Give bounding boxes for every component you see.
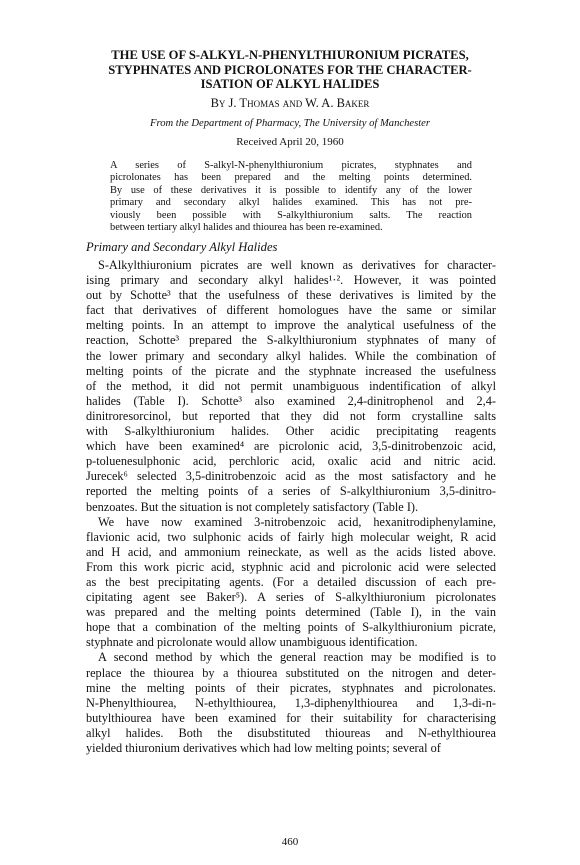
body-line: butylthiourea have been examined for their suitability for characterising: [86, 710, 496, 725]
body-line: out by Schotte³ that the usefulness of these derivatives is limited by the: [86, 288, 496, 303]
body-line: which have been examined⁴ are picrolonic acid, 3,5-dinitrobenzoic acid,: [86, 439, 496, 454]
abstract-line: By use of these derivatives it is possible to identify any of the lower: [110, 184, 472, 196]
body-line: ising primary and secondary alkyl halides¹·². However, it was pointed: [86, 273, 496, 288]
body-text: [86, 258, 496, 756]
article-title: [60, 48, 520, 92]
title-line: STYPHNATES AND PICROLONATES FOR THE CHARACTER-: [108, 62, 472, 77]
body-line: S-Alkylthiuronium picrates are well known as derivatives for character-: [98, 258, 496, 272]
body-line: of the method, it did not permit unambiguous indentification of alkyl: [86, 378, 496, 393]
body-line: benzoates. But the situation is not completely satisfactory (Table I).: [86, 499, 419, 514]
title-line: ISATION OF ALKYL HALIDES: [200, 77, 380, 91]
body-line: flavionic acid, two sulphonic acids of fairly high molecular weight, R acid: [86, 529, 496, 544]
body-line: p-toluenesulphonic acid, perchloric acid, oxalic acid and nitric acid.: [86, 454, 496, 469]
body-line: hope that a combination of the melting points of S-alkylthiuronium picrate,: [86, 620, 496, 635]
body-line: N-Phenylthiourea, N-ethylthiourea, 1,3-diphenylthiourea and 1,3-di-n-: [86, 695, 496, 710]
abstract-line: viously been possible with S-alkylthiuronium salts. The reaction: [110, 209, 472, 221]
body-line: was prepared and the melting points determined (Table I), in the vain: [86, 605, 496, 620]
abstract-line: primary and secondary alkyl halides examined. This has not pre-: [110, 197, 472, 209]
body-line: We have now examined 3-nitrobenzoic acid, hexanitrodiphenylamine,: [98, 514, 496, 529]
body-line: reported the melting points of a series of S-alkylthiuronium 3,5-dinitro-: [86, 484, 496, 499]
abstract-line: picrolonates has been prepared and the melting points determined.: [110, 172, 472, 184]
body-line: as the best precipitating agents. (For a detailed discussion of each pre-: [86, 574, 496, 589]
affiliation: From the Department of Pharmacy, The University of Manchester: [150, 118, 430, 129]
body-line: melting points. In an attempt to improve the analytical usefulness of the: [86, 318, 496, 333]
body-line: replace the thiourea by a thiourea substituted on the nitrogen and deter-: [86, 665, 496, 680]
body-line: reaction, Schotte³ prepared the S-alkylthiuronium styphnates of many of: [86, 333, 496, 348]
authors: By J. Thomas and W. A. Baker: [210, 96, 370, 110]
body-line: alkyl halides. Both the disubstituted thioureas and N-ethylthiourea: [86, 725, 496, 740]
body-line: dinitroresorcinol, but reported that they did not form crystalline salts: [86, 408, 496, 423]
section-heading: Primary and Secondary Alkyl Halides: [86, 240, 278, 254]
body-line: fact that derivatives of different homologues have the same or similar: [86, 303, 496, 318]
body-line: From this work picric acid, styphnic acid and picrolonic acid were selected: [86, 559, 496, 574]
body-line: halides (Table I). Schotte³ also examined 2,4-dinitrophenol and 2,4-: [86, 393, 496, 408]
page-number: 460: [281, 836, 299, 848]
body-line: mine the melting points of their picrates, styphnates and picrolonates.: [86, 680, 496, 695]
body-line: the lower primary and secondary alkyl halides. While the combination of: [86, 348, 496, 363]
abstract: [110, 160, 472, 234]
body-line: cipitating agent see Baker⁵). A series of S-alkylthiuronium picrolonates: [86, 590, 496, 605]
body-line: with S-alkylthiuronium halides. Other acidic precipitating reagents: [86, 424, 496, 439]
body-line: A second method by which the general reaction may be modified is to: [98, 650, 496, 665]
abstract-line: between tertiary alkyl halides and thiourea has been re-examined.: [110, 222, 383, 234]
body-line: melting points of the picrate and the styphnate increased the usefulness: [86, 363, 496, 378]
received-date: Received April 20, 1960: [236, 136, 344, 148]
body-line: Jurecek⁶ selected 3,5-dinitrobenzoic acid as the most satisfactory and he: [86, 469, 496, 484]
abstract-line: A series of S-alkyl-N-phenylthiuronium picrates, styphnates and: [110, 160, 472, 171]
body-line: styphnate and picrolonate would allow unambiguous identification.: [86, 635, 418, 650]
body-line: and H acid, and ammonium reineckate, as well as the acids listed above.: [86, 544, 496, 559]
title-line: THE USE OF S-ALKYL-N-PHENYLTHIURONIUM PICRATES,: [111, 48, 469, 62]
body-line: yielded thiuronium derivatives which had low melting points; several of: [86, 741, 441, 755]
